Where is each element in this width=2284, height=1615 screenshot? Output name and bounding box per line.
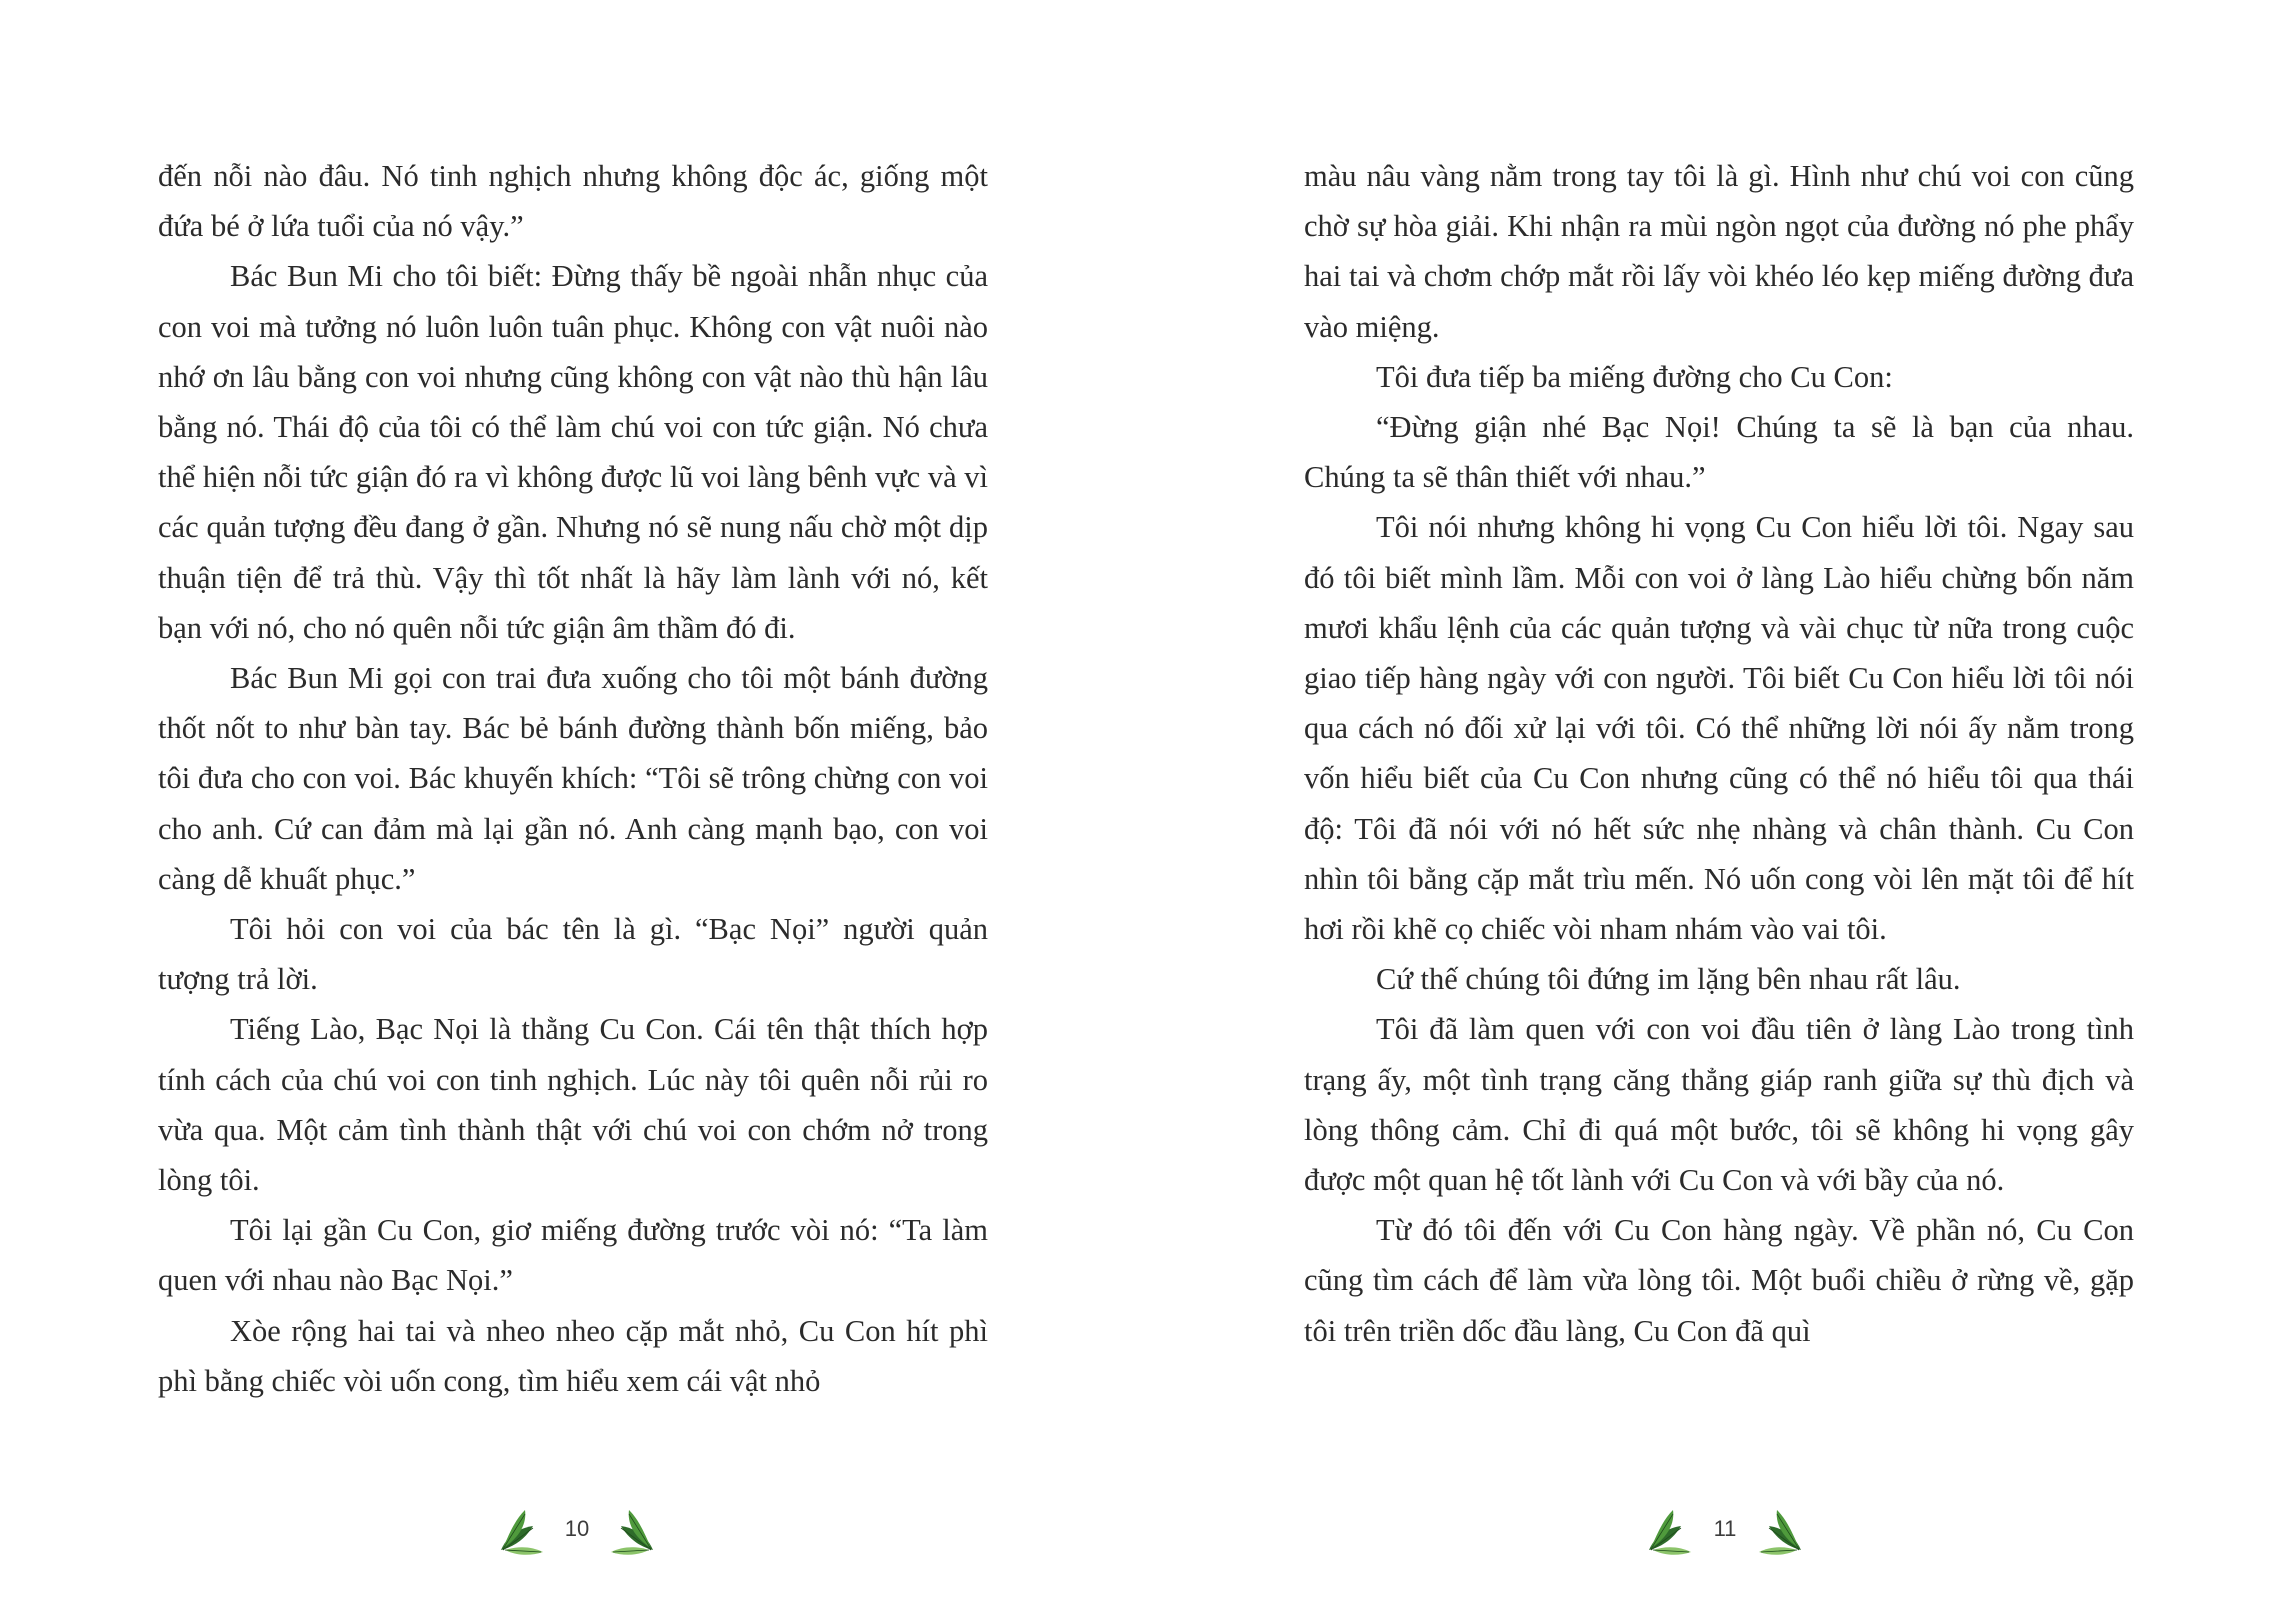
paragraph: Xòe rộng hai tai và nheo nheo cặp mắt nhỏ, Cu Con hít phì phì bằng chiếc vòi uốn cong, tìm hiểu xem cái vật nhỏ — [158, 1313, 988, 1398]
page-number: 10 — [564, 1516, 590, 1541]
leaf-ornament-icon — [607, 1506, 657, 1556]
paragraph: Tôi hỏi con voi của bác tên là gì. “Bạc Nọi” người quản tượng trả lời. — [158, 912, 988, 997]
paragraph: Tôi đưa tiếp ba miếng đường cho Cu Con: — [1376, 359, 1893, 394]
page-footer — [497, 1500, 657, 1570]
leaf-ornament-icon — [1755, 1506, 1805, 1556]
paragraph: Tiếng Lào, Bạc Nọi là thằng Cu Con. Cái tên thật thích hợp tính cách của chú voi con tinh nghịch. Lúc này tôi quên nỗi rủi ro vừa qua. Một cảm tình thành thật với chú voi con chớm nở trong lòng tôi. — [158, 1012, 988, 1198]
leaf-ornament-icon — [1645, 1506, 1695, 1556]
paragraph: Bác Bun Mi gọi con trai đưa xuống cho tôi một bánh đường thốt nốt to như bàn tay. Bác bẻ bánh đường thành bốn miếng, bảo tôi đưa cho con voi. Bác khuyến khích: “Tôi sẽ trông chừng con voi cho anh. Cứ can đảm mà lại gần nó. Anh càng mạnh bạo, con voi càng dễ khuất phục.” — [158, 661, 988, 896]
paragraph: màu nâu vàng nằm trong tay tôi là gì. Hình như chú voi con cũng chờ sự hòa giải. Khi nhận ra mùi ngòn ngọt của đường nó phe phẩy hai tai và chơm chớp mắt rồi lấy vòi khéo léo kẹp miếng đường đưa vào miệng. — [1304, 159, 2134, 344]
right-page-body — [1304, 151, 2134, 1356]
paragraph: Cứ thế chúng tôi đứng im lặng bên nhau rất lâu. — [1376, 962, 1961, 997]
paragraph: Tôi nói nhưng không hi vọng Cu Con hiểu lời tôi. Ngay sau đó tôi biết mình lầm. Mỗi con voi ở làng Lào hiểu chừng bốn năm mươi khẩu lệnh của các quản tượng và vài chục từ nữa trong cuộc giao tiếp hàng ngày với con người. Tôi biết Cu Con hiểu lời tôi nói qua cách nó đối xử lại với tôi. Có thể những lời nói ấy nằm trong vốn hiểu biết của Cu Con nhưng cũng có thể nó hiểu tôi qua thái độ: Tôi đã nói với nó hết sức nhẹ nhàng và chân thành. Cu Con nhìn tôi bằng cặp mắt trìu mến. Nó uốn cong vòi lên mặt tôi để hít hơi rồi khẽ cọ chiếc vòi nham nhám vào vai tôi. — [1304, 510, 2134, 947]
leaf-ornament-icon — [497, 1506, 547, 1556]
page-footer — [1645, 1500, 1805, 1570]
right-page — [1142, 0, 2284, 1615]
paragraph: “Đừng giận nhé Bạc Nọi! Chúng ta sẽ là bạn của nhau. Chúng ta sẽ thân thiết với nhau.” — [1304, 410, 2134, 495]
paragraph: Từ đó tôi đến với Cu Con hàng ngày. Về phần nó, Cu Con cũng tìm cách để làm vừa lòng tôi. Một buổi chiều ở rừng về, gặp tôi trên triền dốc đầu làng, Cu Con đã quì — [1304, 1213, 2134, 1348]
paragraph: đến nỗi nào đâu. Nó tinh nghịch nhưng không độc ác, giống một đứa bé ở lứa tuổi của nó vậy.” — [158, 159, 988, 244]
page-number: 11 — [1713, 1516, 1737, 1541]
left-page-body — [158, 151, 988, 1406]
paragraph: Tôi đã làm quen với con voi đầu tiên ở làng Lào trong tình trạng ấy, một tình trạng căng thẳng giáp ranh giữa sự thù địch và lòng thông cảm. Chỉ đi quá một bước, tôi sẽ không hi vọng gây được một quan hệ tốt lành với Cu Con và với bầy của nó. — [1304, 1012, 2134, 1198]
paragraph: Bác Bun Mi cho tôi biết: Đừng thấy bề ngoài nhẫn nhục của con voi mà tưởng nó luôn luôn tuân phục. Không con vật nuôi nào nhớ ơn lâu bằng con voi nhưng cũng không con vật nào thù hận lâu bằng nó. Thái độ của tôi có thể làm chú voi con tức giận. Nó chưa thể hiện nỗi tức giận đó ra vì không được lũ voi làng bênh vực và vì các quản tượng đều đang ở gần. Nhưng nó sẽ nung nấu chờ một dịp thuận tiện để trả thù. Vậy thì tốt nhất là hãy làm lành với nó, kết bạn với nó, cho nó quên nỗi tức giận âm thầm đó đi. — [158, 259, 988, 645]
paragraph: Tôi lại gần Cu Con, giơ miếng đường trước vòi nó: “Ta làm quen với nhau nào Bạc Nọi.” — [158, 1213, 988, 1298]
